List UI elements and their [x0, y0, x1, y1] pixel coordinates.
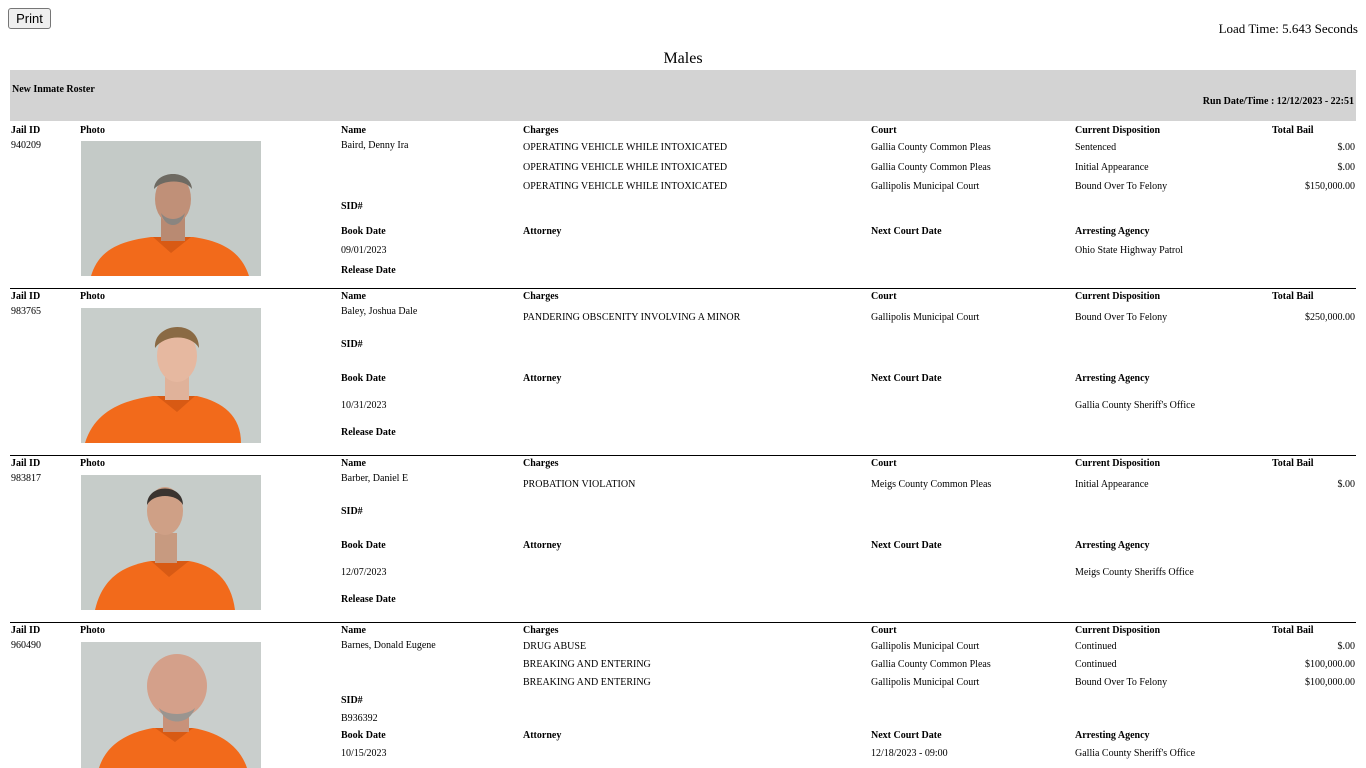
book-date-label: Book Date	[341, 730, 386, 741]
charge-disposition: Initial Appearance	[1075, 162, 1149, 173]
next-court-date-label: Next Court Date	[871, 730, 942, 741]
court-header: Court	[871, 291, 897, 302]
jail-id-header: Jail ID	[11, 291, 41, 302]
next-court-date: 12/18/2023 - 09:00	[871, 748, 948, 759]
book-date-label: Book Date	[341, 226, 386, 237]
charges-header: Charges	[523, 625, 559, 636]
charge-court: Gallia County Common Pleas	[871, 162, 991, 173]
charge-bail: $100,000.00	[1305, 677, 1355, 688]
charge-bail: $.00	[1337, 479, 1355, 490]
charge-court: Meigs County Common Pleas	[871, 479, 992, 490]
attorney-label: Attorney	[523, 373, 562, 384]
sid-label: SID#	[341, 695, 363, 706]
book-date-label: Book Date	[341, 373, 386, 384]
arresting-agency: Ohio State Highway Patrol	[1075, 245, 1184, 256]
jail-id: 983765	[11, 306, 41, 317]
print-button[interactable]: Print	[8, 8, 51, 29]
inmate-photo	[81, 308, 261, 443]
inmate-record	[10, 122, 1356, 288]
inmate-record	[10, 622, 1356, 768]
sid-label: SID#	[341, 506, 363, 517]
charge-court: Gallia County Common Pleas	[871, 142, 991, 153]
disposition-header: Current Disposition	[1075, 291, 1161, 302]
charges-header: Charges	[523, 291, 559, 302]
arresting-agency: Meigs County Sheriffs Office	[1075, 567, 1194, 578]
charge-disposition: Bound Over To Felony	[1075, 181, 1168, 192]
total-bail-header: Total Bail	[1272, 125, 1314, 136]
charge-bail: $150,000.00	[1305, 181, 1355, 192]
charge: DRUG ABUSE	[523, 641, 587, 652]
inmate-photo	[81, 642, 261, 768]
charge-bail: $.00	[1337, 162, 1355, 173]
total-bail-header: Total Bail	[1272, 625, 1314, 636]
book-date: 10/15/2023	[341, 748, 387, 759]
inmate-name: Barber, Daniel E	[341, 473, 409, 484]
inmate-photo	[81, 475, 261, 610]
arresting-agency: Gallia County Sheriff's Office	[1075, 400, 1196, 411]
charge: BREAKING AND ENTERING	[523, 677, 651, 688]
load-time: Load Time: 5.643 Seconds	[1218, 21, 1358, 36]
run-date-time	[1203, 96, 1354, 107]
run-date-value: 12/12/2023 - 22:51	[1276, 96, 1354, 107]
charges-header: Charges	[523, 125, 559, 136]
charge: OPERATING VEHICLE WHILE INTOXICATED	[523, 162, 728, 173]
book-date: 12/07/2023	[341, 567, 387, 578]
court-header: Court	[871, 458, 897, 469]
charge: OPERATING VEHICLE WHILE INTOXICATED	[523, 142, 728, 153]
arresting-agency-label: Arresting Agency	[1075, 540, 1150, 551]
run-date-label: Run Date/Time :	[1202, 96, 1277, 107]
attorney-label: Attorney	[523, 540, 562, 551]
record-divider	[10, 455, 1356, 456]
charge-court: Gallipolis Municipal Court	[871, 641, 980, 652]
disposition-header: Current Disposition	[1075, 125, 1161, 136]
next-court-date-label: Next Court Date	[871, 226, 942, 237]
court-header: Court	[871, 625, 897, 636]
inmate-name: Baley, Joshua Dale	[341, 306, 418, 317]
disposition-header: Current Disposition	[1075, 458, 1161, 469]
charge: PROBATION VIOLATION	[523, 479, 636, 490]
charge-bail: $.00	[1337, 142, 1355, 153]
arresting-agency-label: Arresting Agency	[1075, 730, 1150, 741]
attorney-label: Attorney	[523, 730, 562, 741]
book-date-label: Book Date	[341, 540, 386, 551]
charge-court: Gallipolis Municipal Court	[871, 312, 980, 323]
inmate-photo	[81, 141, 261, 276]
charge-bail: $100,000.00	[1305, 659, 1355, 670]
sid-label: SID#	[341, 201, 363, 212]
jail-id: 983817	[11, 473, 41, 484]
name-header: Name	[341, 458, 366, 469]
release-date-label: Release Date	[341, 265, 396, 276]
next-court-date-label: Next Court Date	[871, 540, 942, 551]
charge-court: Gallia County Common Pleas	[871, 659, 991, 670]
charge: OPERATING VEHICLE WHILE INTOXICATED	[523, 181, 728, 192]
photo-header: Photo	[80, 291, 105, 302]
charge-bail: $.00	[1337, 641, 1355, 652]
photo-header: Photo	[80, 458, 105, 469]
court-header: Court	[871, 125, 897, 136]
charge-disposition: Bound Over To Felony	[1075, 312, 1168, 323]
jail-id: 940209	[11, 140, 41, 151]
total-bail-header: Total Bail	[1272, 458, 1314, 469]
charge-court: Gallipolis Municipal Court	[871, 677, 980, 688]
charge-bail: $250,000.00	[1305, 312, 1355, 323]
charge-court: Gallipolis Municipal Court	[871, 181, 980, 192]
release-date-label: Release Date	[341, 427, 396, 438]
arresting-agency: Gallia County Sheriff's Office	[1075, 748, 1196, 759]
charge-disposition: Bound Over To Felony	[1075, 677, 1168, 688]
record-divider	[10, 288, 1356, 289]
inmate-record	[10, 288, 1356, 455]
release-date-label: Release Date	[341, 594, 396, 605]
roster-header	[10, 70, 1356, 121]
name-header: Name	[341, 625, 366, 636]
arresting-agency-label: Arresting Agency	[1075, 373, 1150, 384]
next-court-date-label: Next Court Date	[871, 373, 942, 384]
jail-id-header: Jail ID	[11, 125, 41, 136]
charge-disposition: Continued	[1075, 641, 1117, 652]
jail-id-header: Jail ID	[11, 458, 41, 469]
inmate-name: Baird, Denny Ira	[341, 140, 409, 151]
sid-label: SID#	[341, 339, 363, 350]
attorney-label: Attorney	[523, 226, 562, 237]
roster-title: New Inmate Roster	[12, 84, 95, 95]
jail-id-header: Jail ID	[11, 625, 41, 636]
charge-disposition: Initial Appearance	[1075, 479, 1149, 490]
photo-header: Photo	[80, 125, 105, 136]
sid-value: B936392	[341, 713, 378, 724]
inmate-name: Barnes, Donald Eugene	[341, 640, 436, 651]
charge: BREAKING AND ENTERING	[523, 659, 651, 670]
book-date: 09/01/2023	[341, 245, 387, 256]
name-header: Name	[341, 125, 366, 136]
jail-id: 960490	[11, 640, 41, 651]
record-divider	[10, 622, 1356, 623]
inmate-record	[10, 455, 1356, 622]
charge-disposition: Sentenced	[1075, 142, 1117, 153]
arresting-agency-label: Arresting Agency	[1075, 226, 1150, 237]
charges-header: Charges	[523, 458, 559, 469]
photo-header: Photo	[80, 625, 105, 636]
page-title: Males	[663, 50, 703, 67]
charge-disposition: Continued	[1075, 659, 1117, 670]
book-date: 10/31/2023	[341, 400, 387, 411]
disposition-header: Current Disposition	[1075, 625, 1161, 636]
charge: PANDERING OBSCENITY INVOLVING A MINOR	[523, 312, 741, 323]
name-header: Name	[341, 291, 366, 302]
total-bail-header: Total Bail	[1272, 291, 1314, 302]
